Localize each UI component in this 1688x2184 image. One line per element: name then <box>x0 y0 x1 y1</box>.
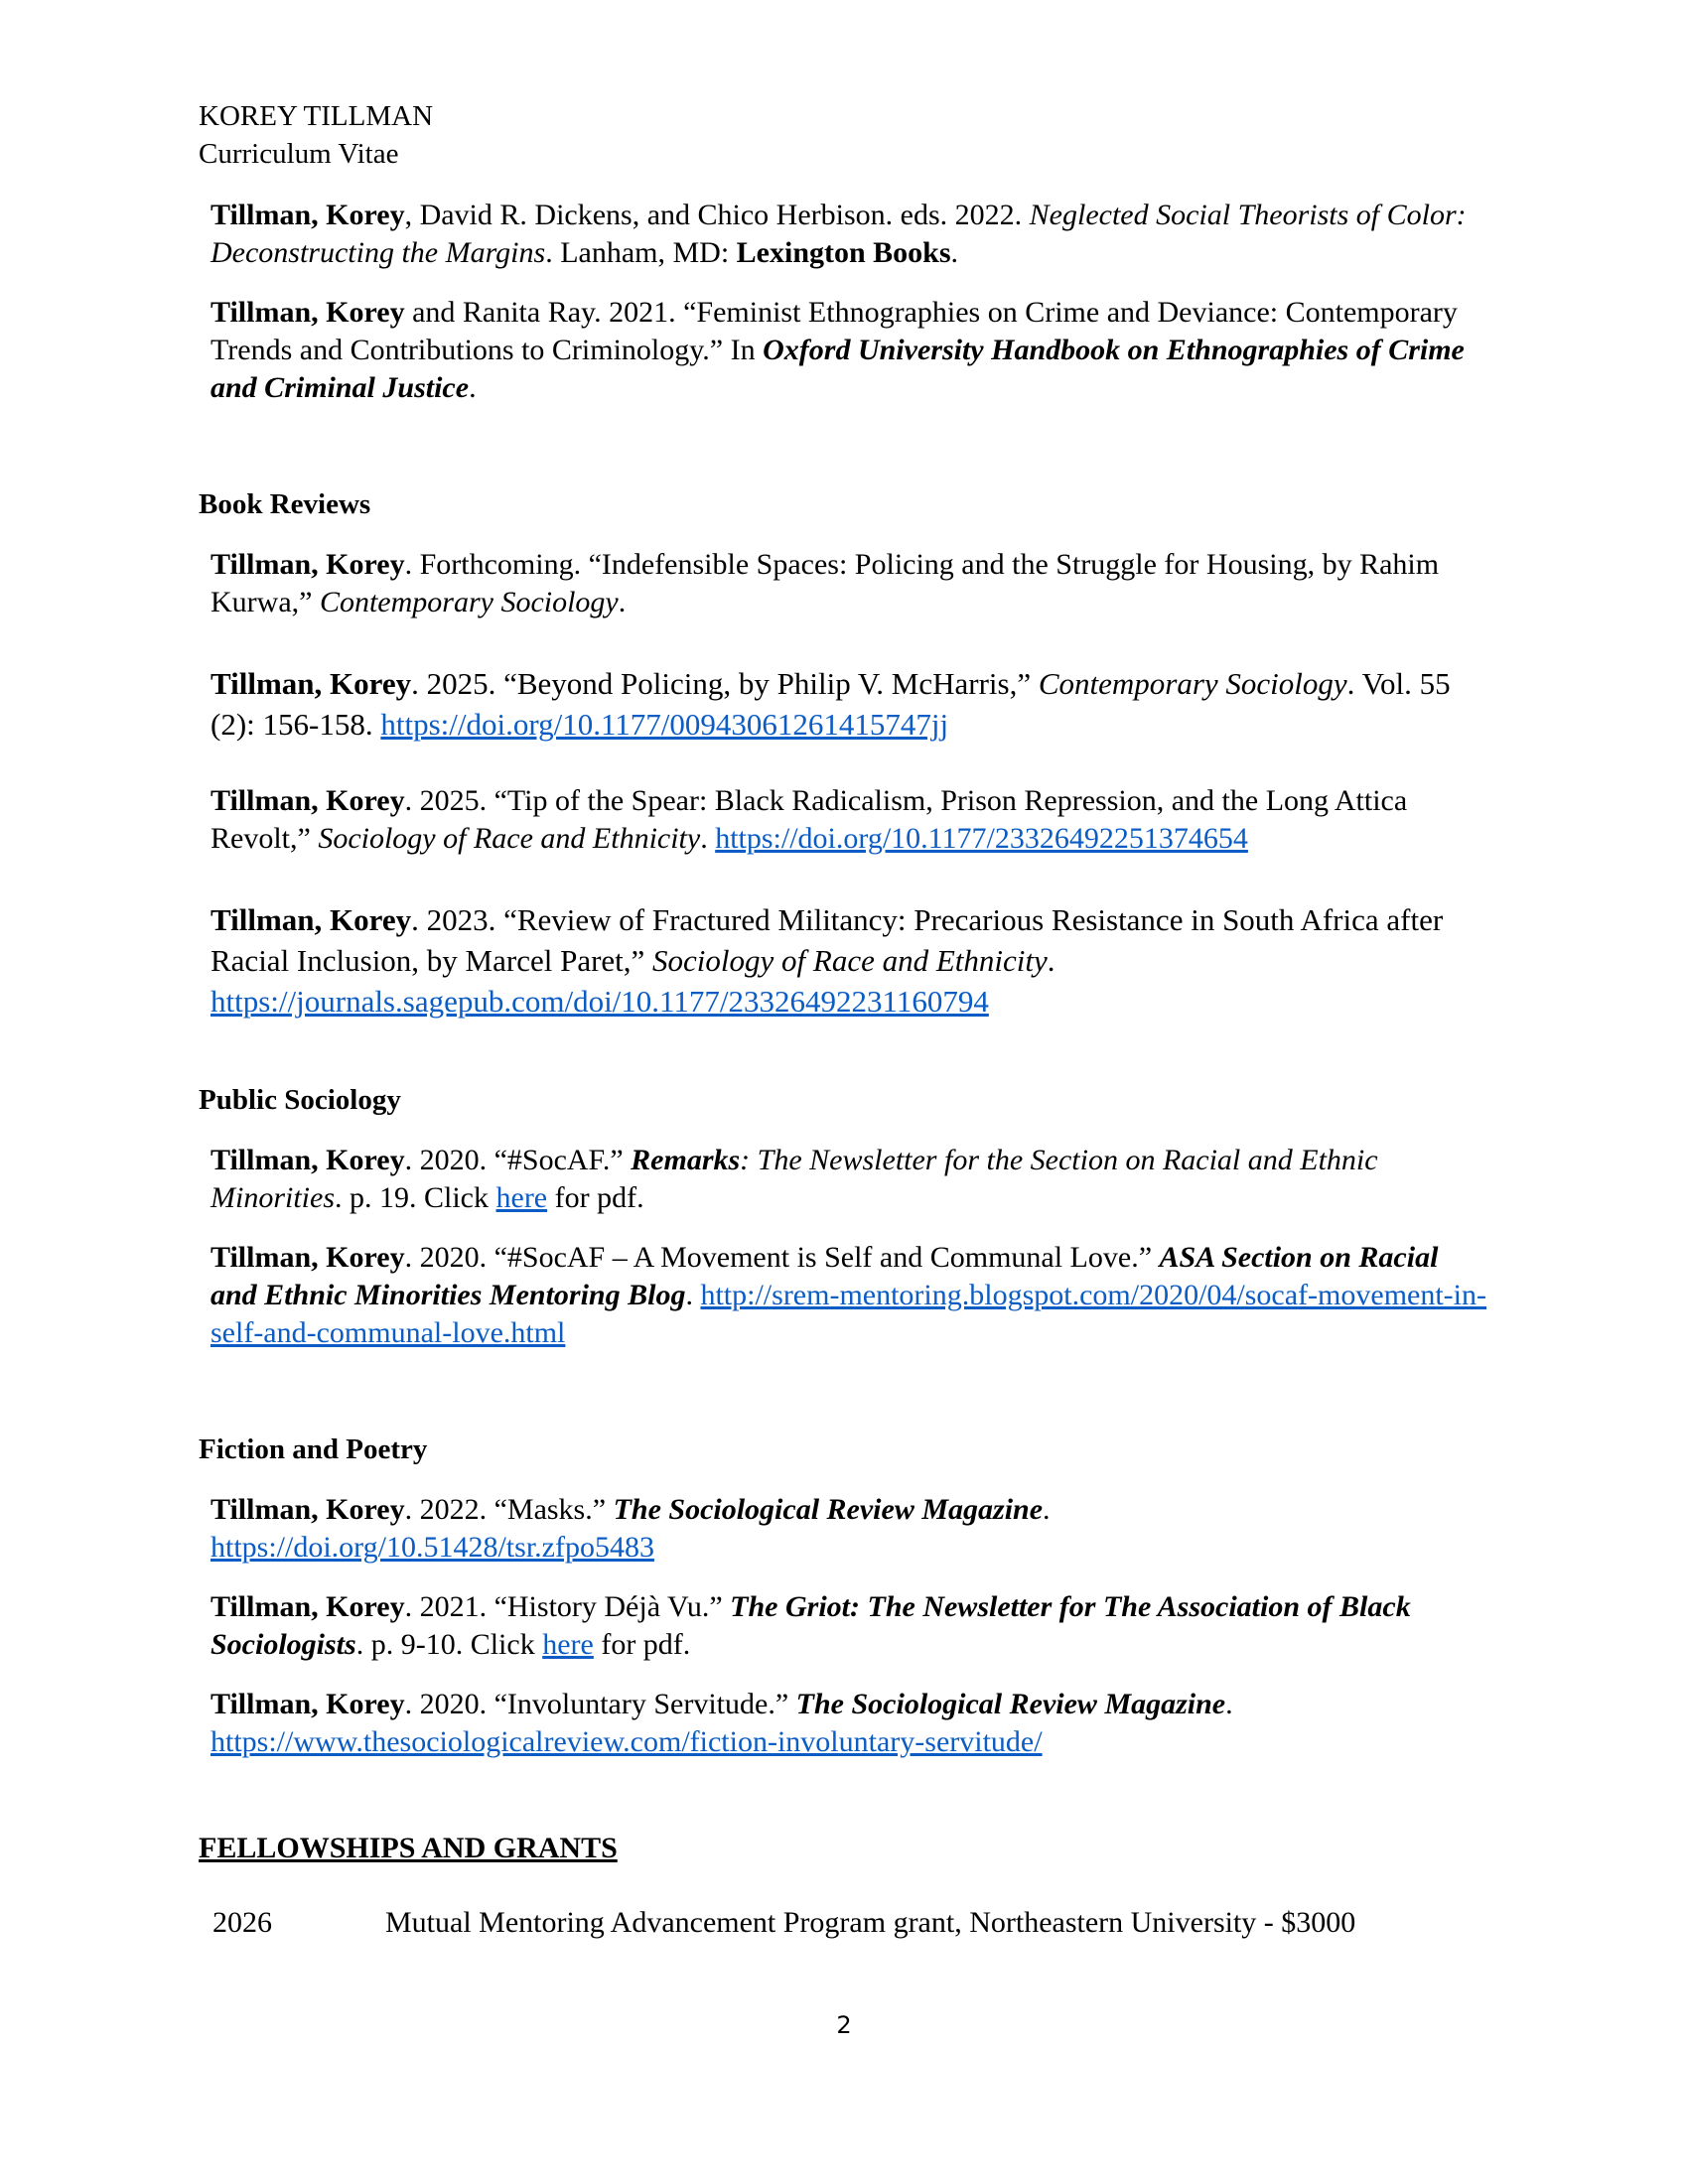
book-review-entry: Tillman, Korey. Forthcoming. “Indefensible Spaces: Policing and the Struggle for Housing, by Rahim Kurwa,” Contemporary Sociology. <box>211 548 1440 618</box>
section-heading-book-reviews: Book Reviews <box>199 488 371 520</box>
publication-entry: Tillman, Korey and Ranita Ray. 2021. “Feminist Ethnographies on Crime and Deviance: Contemporary Trends and Contributions to Criminology.” In Oxford University Handbook on Ethnographies of Crime and Criminal Justice. <box>211 296 1465 404</box>
section-heading-fiction-poetry: Fiction and Poetry <box>199 1433 428 1465</box>
doi-link[interactable]: https://doi.org/10.1177/00943061261415747jj <box>380 707 949 742</box>
public-sociology-entry: Tillman, Korey. 2020. “#SocAF – A Movement is Self and Communal Love.” ASA Section on Racial and Ethnic Minorities Mentoring Blog. http://srem-mentoring.blogspot.com/2020/04/socaf-movement-in-self-and-communal-love.html <box>211 1241 1486 1349</box>
blog-link[interactable]: http://srem-mentoring.blogspot.com/2020/04/socaf-movement-in-self-and-communal-love.html <box>211 1279 1486 1349</box>
journal-link[interactable]: https://journals.sagepub.com/doi/10.1177/23326492231160794 <box>211 984 989 1019</box>
page-number: 2 <box>836 2011 852 2039</box>
section-heading-fellowships: FELLOWSHIPS AND GRANTS <box>199 1832 618 1864</box>
doi-link[interactable]: https://doi.org/10.51428/tsr.zfpo5483 <box>211 1531 654 1564</box>
section-heading-public-sociology: Public Sociology <box>199 1084 401 1116</box>
doi-link[interactable]: https://doi.org/10.1177/23326492251374654 <box>715 822 1248 855</box>
page-header <box>199 97 433 173</box>
book-review-entry: Tillman, Korey. 2025. “Tip of the Spear: Black Radicalism, Prison Repression, and the Long Attica Revolt,” Sociology of Race and Ethnicity. https://doi.org/10.1177/23326492251374654 <box>211 784 1408 855</box>
book-review-entry: Tillman, Korey. 2025. “Beyond Policing, by Philip V. McHarris,” Contemporary Sociology. Vol. 55 (2): 156-158. https://doi.org/10.1177/00943061261415747jj <box>211 666 1451 742</box>
fiction-entry: Tillman, Korey. 2020. “Involuntary Servitude.” The Sociological Review Magazine. https://www.thesociologicalreview.com/fiction-involuntary-servitude/ <box>211 1688 1233 1758</box>
pdf-link[interactable]: here <box>495 1181 548 1214</box>
author-name: KOREY TILLMAN <box>199 100 434 132</box>
document-subtitle: Curriculum Vitae <box>199 138 399 170</box>
book-review-entry: Tillman, Korey. 2023. “Review of Fractured Militancy: Precarious Resistance in South Africa after Racial Inclusion, by Marcel Paret,” Sociology of Race and Ethnicity. https://journals.sagepub.com/doi/10.1177/23326492231160794 <box>211 902 1444 1019</box>
grant-year: 2026 <box>212 1906 272 1939</box>
fiction-entry: Tillman, Korey. 2021. “History Déjà Vu.” The Griot: The Newsletter for The Association of Black Sociologists. p. 9-10. Click here for pdf. <box>211 1590 1411 1661</box>
public-sociology-entry: Tillman, Korey. 2020. “#SocAF.” Remarks: The Newsletter for the Section on Racial and Ethnic Minorities. p. 19. Click here for pdf. <box>211 1144 1378 1214</box>
publication-entry: Tillman, Korey, David R. Dickens, and Chico Herbison. eds. 2022. Neglected Social Theorists of Color: Deconstructing the Margins. Lanham, MD: Lexington Books. <box>211 199 1467 269</box>
article-link[interactable]: https://www.thesociologicalreview.com/fiction-involuntary-servitude/ <box>211 1725 1043 1758</box>
fiction-entry: Tillman, Korey. 2022. “Masks.” The Sociological Review Magazine. https://doi.org/10.51428/tsr.zfpo5483 <box>211 1493 1051 1564</box>
grant-description: Mutual Mentoring Advancement Program grant, Northeastern University - $3000 <box>385 1906 1356 1939</box>
pdf-link[interactable]: here <box>542 1628 594 1661</box>
